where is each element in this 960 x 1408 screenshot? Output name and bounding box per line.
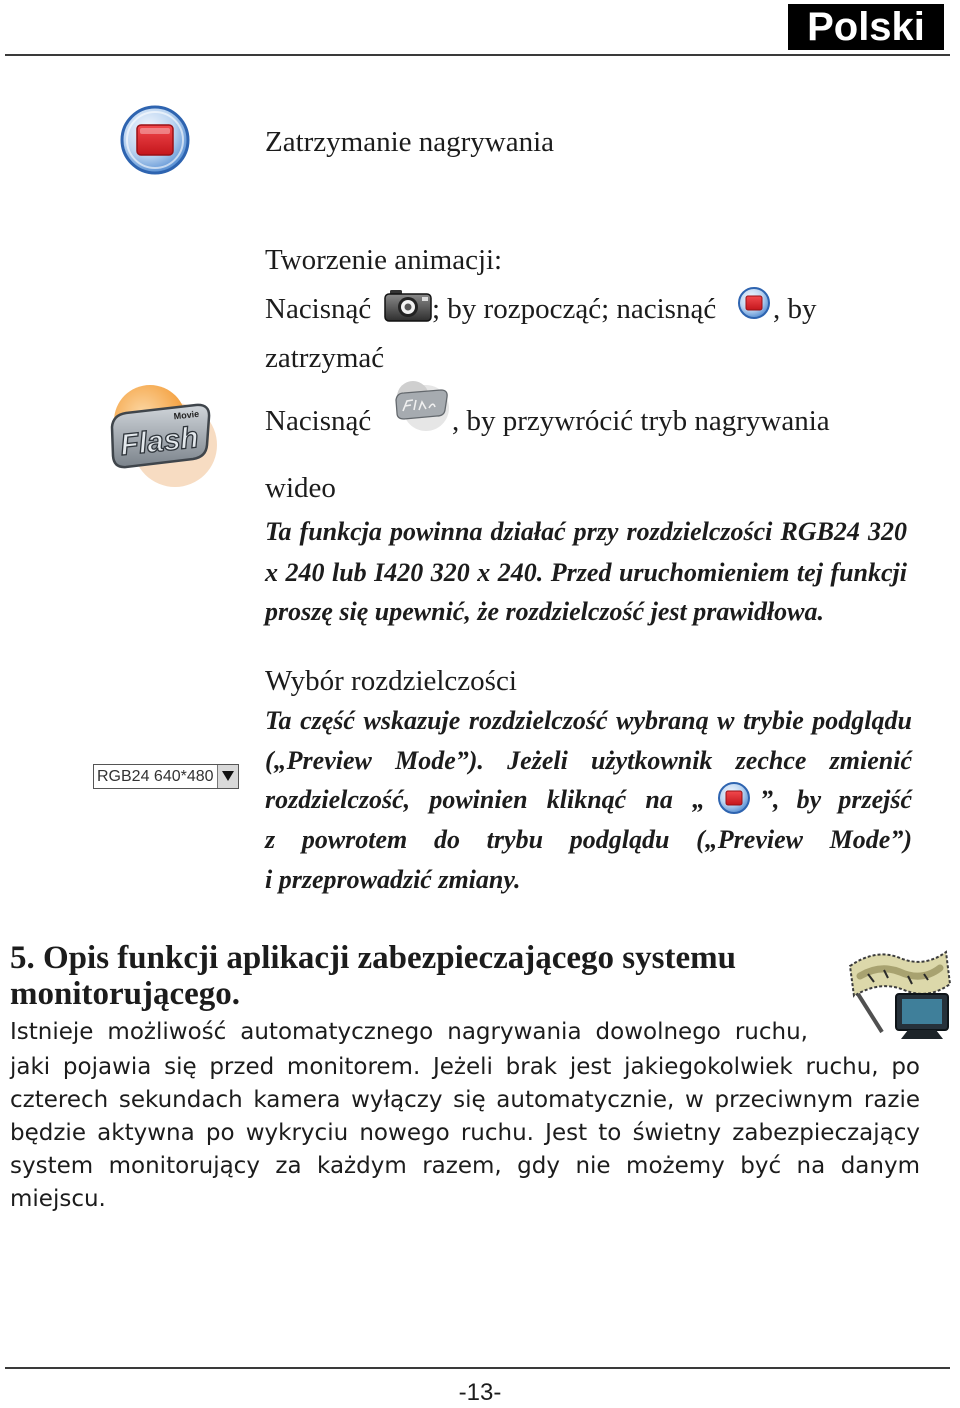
stop-record-icon xyxy=(119,104,191,181)
footer-divider xyxy=(5,1367,950,1369)
language-label: Polski xyxy=(788,4,944,50)
resolution-dropdown-value: RGB24 640*480 xyxy=(97,768,214,785)
paragraph-line: będzie aktywna po wykryciu nowego ruchu. Jest to świetny zabezpieczający xyxy=(10,1120,920,1146)
restore-line-continuation: wideo xyxy=(265,472,336,504)
triangle-down-icon xyxy=(221,770,235,782)
section-heading: 5. Opis funkcji aplikacji zabezpieczającego systemu xyxy=(10,940,736,976)
resolution-click-line-end: ”, by przejść xyxy=(760,785,912,814)
paragraph-line: jaki pojawia się przed monitorem. Jeżeli brak jest jakiegokolwiek ruchu, po xyxy=(10,1054,920,1080)
camera-icon xyxy=(384,288,432,327)
animation-note-line: x 240 lub I420 320 x 240. Przed uruchomieniem tej funkcji xyxy=(265,558,907,587)
page-number: -13- xyxy=(458,1379,502,1406)
flash-movie-icon xyxy=(104,383,220,494)
paragraph-line: Istnieje możliwość automatycznego nagrywania dowolnego ruchu, xyxy=(10,1019,808,1045)
paragraph-line: system monitorujący za każdym razem, gdy nie możemy być na danym xyxy=(10,1153,920,1179)
flash-movie-icon xyxy=(391,377,451,438)
resolution-click-line-start: rozdzielczość, powinien kliknąć na „ xyxy=(265,785,705,814)
press-line-start: Nacisnąć xyxy=(265,293,372,325)
dropdown-button xyxy=(217,765,238,788)
resolution-text-line: („Preview Mode”). Jeżeli użytkownik zechce zmienić xyxy=(265,746,912,775)
animation-note-line: Ta funkcja powinna działać przy rozdzielczości RGB24 320 xyxy=(265,517,907,546)
header-divider xyxy=(5,54,950,56)
resolution-text-line: z powrotem do trybu podglądu („Preview Mode”) xyxy=(265,825,912,854)
logo-subword: Movie xyxy=(173,408,200,422)
security-monitor-icon xyxy=(838,944,958,1047)
paragraph-line: miejscu. xyxy=(10,1186,106,1212)
press-line-end: , by xyxy=(773,293,817,325)
paragraph-line: czterech sekundach kamera wyłączy się automatycznie, w przeciwnym razie xyxy=(10,1087,920,1113)
resolution-title: Wybór rozdzielczości xyxy=(265,665,517,697)
restore-line-start: Nacisnąć xyxy=(265,405,372,437)
animation-note-line: proszę się upewnić, że rozdzielczość jest prawidłowa. xyxy=(265,597,825,626)
stop-recording-label: Zatrzymanie nagrywania xyxy=(265,126,555,158)
section-heading: monitorującego. xyxy=(10,976,241,1012)
resolution-text-line: i przeprowadzić zmiany. xyxy=(265,865,521,894)
stop-icon xyxy=(717,781,751,820)
resolution-dropdown xyxy=(93,764,239,789)
resolution-text-line: Ta część wskazuje rozdzielczość wybraną w trybie podglądu xyxy=(265,706,912,735)
press-line-continuation: zatrzymać xyxy=(265,342,385,374)
press-line-middle: ; by rozpocząć; nacisnąć xyxy=(432,293,717,325)
logo-word: Flash xyxy=(118,421,201,463)
stop-icon xyxy=(737,286,771,325)
restore-line-end: , by przywrócić tryb nagrywania xyxy=(452,405,830,437)
animation-title: Tworzenie animacji: xyxy=(265,244,503,276)
